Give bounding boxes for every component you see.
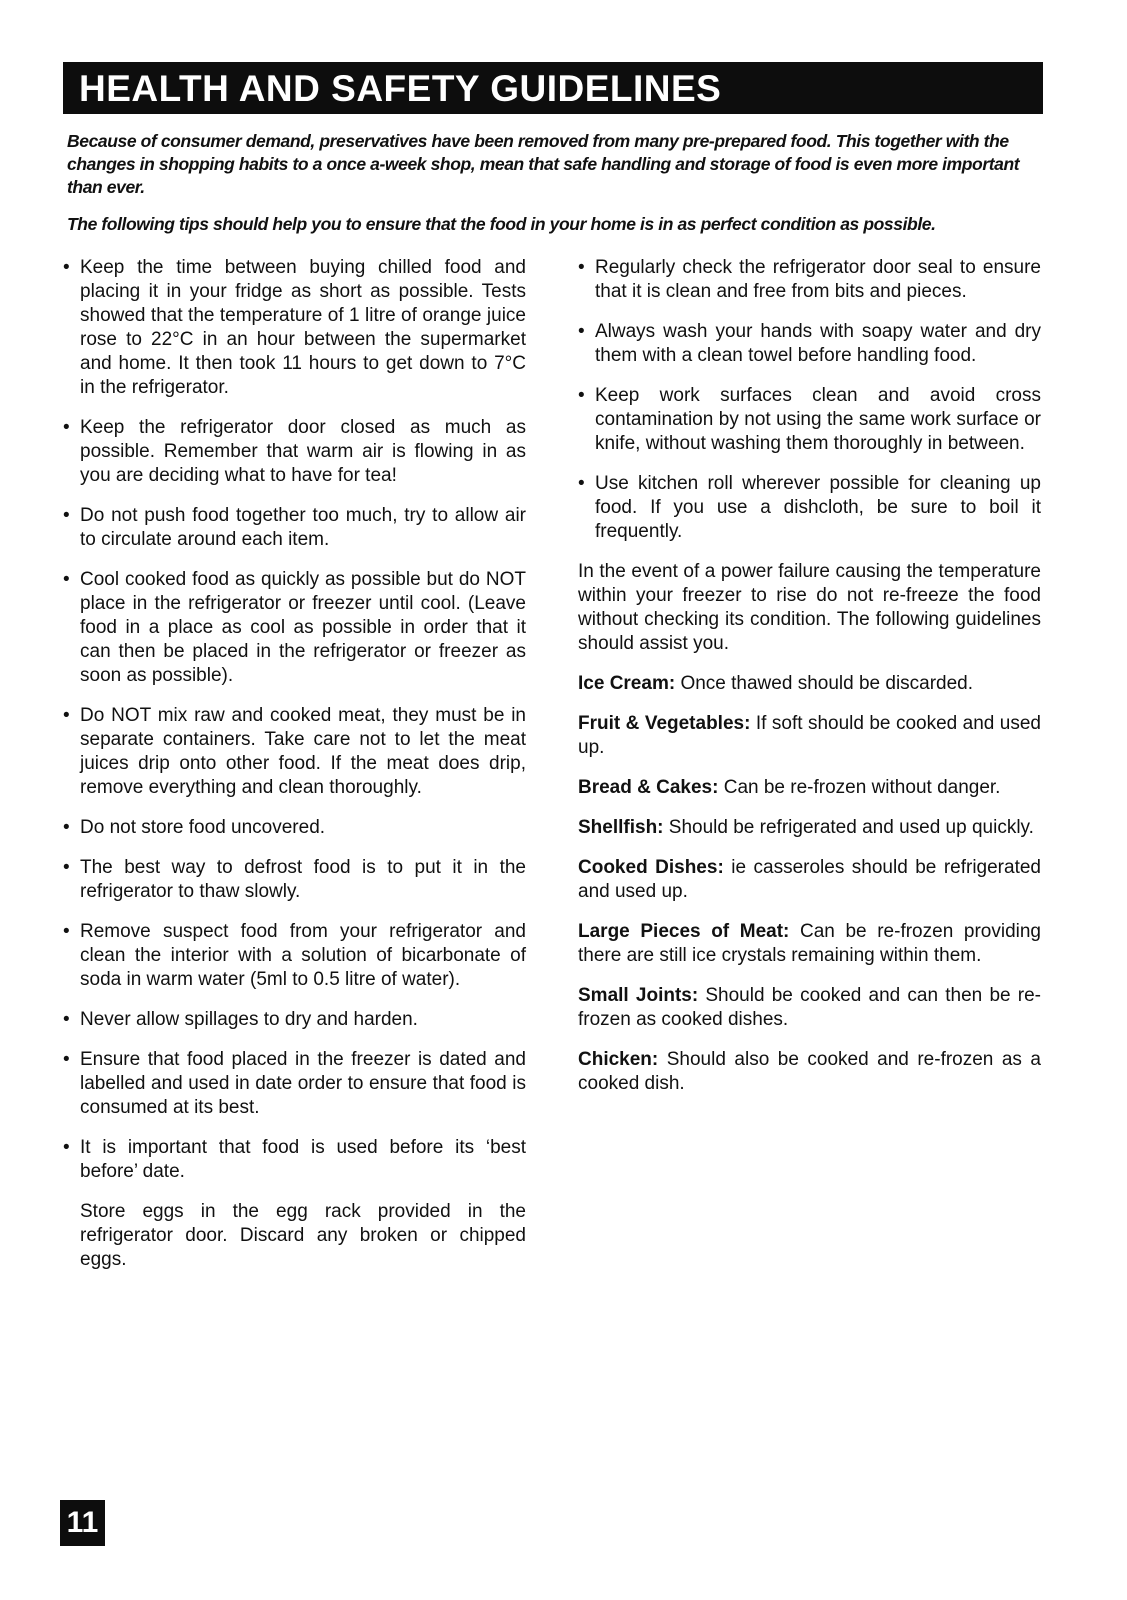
left-bullet-list: [63, 256, 526, 1184]
guideline-term: Ice Cream:: [578, 673, 676, 694]
list-item: • Ensure that food placed in the freezer is dated and labelled and used in date order to ensure that food is consumed at its best.: [63, 1048, 526, 1120]
guideline-term: Small Joints:: [578, 985, 699, 1006]
intro-tips-paragraph: The following tips should help you to ensure that the food in your home is in as perfect condition as possible.: [67, 214, 936, 234]
page-title: HEALTH AND SAFETY GUIDELINES: [79, 68, 722, 109]
list-item: • Keep the refrigerator door closed as much as possible. Remember that warm air is flowing in as you are deciding what to have for tea!: [63, 416, 526, 488]
list-item: • Keep work surfaces clean and avoid cross contamination by not using the same work surface or knife, without washing them thoroughly in between.: [578, 384, 1041, 456]
guideline-term: Bread & Cakes:: [578, 777, 719, 798]
guideline-term: Fruit & Vegetables:: [578, 713, 751, 734]
power-failure-paragraph: In the event of a power failure causing the temperature within your freezer to rise do not re-freeze the food without checking its condition. The following guidelines should assist you.: [578, 561, 1041, 654]
guideline-large-meat: [578, 920, 1041, 968]
list-item: • Cool cooked food as quickly as possible but do NOT place in the refrigerator or freezer until cool. (Leave food in a place as cool as possible in order that it can then be placed in the refrigerator or freezer as soon as possible).: [63, 568, 526, 688]
guideline-text: Should be refrigerated and used up quickly.: [668, 817, 1034, 838]
guideline-shellfish: [578, 816, 1041, 840]
guideline-ice-cream: [578, 672, 1041, 696]
right-column: [578, 256, 1041, 1112]
title-bar: [63, 62, 1043, 114]
guideline-text: Can be re-frozen without danger.: [723, 777, 1001, 798]
guideline-small-joints: [578, 984, 1041, 1032]
guideline-text: If soft should be cooked and used up.: [578, 713, 1041, 758]
guideline-text: Should also be cooked and re-frozen as a cooked dish.: [578, 1049, 1041, 1094]
guideline-text: Can be re-frozen providing there are still ice crystals remaining within them.: [578, 921, 1041, 966]
egg-storage-paragraph: Store eggs in the egg rack provided in the refrigerator door. Discard any broken or chipped eggs.: [80, 1201, 526, 1270]
right-bullet-list: [578, 256, 1041, 544]
guideline-bread-cakes: [578, 776, 1041, 800]
guideline-term: Chicken:: [578, 1049, 659, 1070]
guideline-text: Should be cooked and can then be re-frozen as cooked dishes.: [578, 985, 1041, 1030]
guideline-text: ie casseroles should be refrigerated and used up.: [578, 857, 1041, 902]
intro-paragraph: Because of consumer demand, preservatives have been removed from many pre-prepared food. This together with the changes in shopping habits to a once a-week shop, mean that safe handling and storage of food is even more important than ever.: [67, 131, 1020, 197]
guideline-cooked-dishes: [578, 856, 1041, 904]
list-item: • Do not store food uncovered.: [63, 816, 526, 840]
list-item: • Never allow spillages to dry and harden.: [63, 1008, 526, 1032]
guideline-text: Once thawed should be discarded.: [680, 673, 974, 694]
list-item: • Keep the time between buying chilled food and placing it in your fridge as short as possible. Tests showed that the temperature of 1 litre of orange juice rose to 22°C in an hour between the supermarket and home. It then took 11 hours to get down to 7°C in the refrigerator.: [63, 256, 526, 400]
list-item: • Do NOT mix raw and cooked meat, they must be in separate containers. Take care not to let the meat juices drip onto other food. If the meat does drip, remove everything and clean thoroughly.: [63, 704, 526, 800]
page-number: 11: [60, 1500, 105, 1546]
list-item: • The best way to defrost food is to put it in the refrigerator to thaw slowly.: [63, 856, 526, 904]
list-item: • Regularly check the refrigerator door seal to ensure that it is clean and free from bits and pieces.: [578, 256, 1041, 304]
guideline-term: Shellfish:: [578, 817, 664, 838]
list-item: • Always wash your hands with soapy water and dry them with a clean towel before handling food.: [578, 320, 1041, 368]
guideline-fruit-vegetables: [578, 712, 1041, 760]
list-item: • It is important that food is used before its ‘best before’ date.: [63, 1136, 526, 1184]
list-item: • Use kitchen roll wherever possible for cleaning up food. If you use a dishcloth, be sure to boil it frequently.: [578, 472, 1041, 544]
guideline-chicken: [578, 1048, 1041, 1096]
left-column: [63, 256, 526, 1288]
guideline-term: Cooked Dishes:: [578, 857, 724, 878]
list-item: • Do not push food together too much, try to allow air to circulate around each item.: [63, 504, 526, 552]
guideline-term: Large Pieces of Meat:: [578, 921, 790, 942]
list-item: • Remove suspect food from your refrigerator and clean the interior with a solution of bicarbonate of soda in warm water (5ml to 0.5 litre of water).: [63, 920, 526, 992]
